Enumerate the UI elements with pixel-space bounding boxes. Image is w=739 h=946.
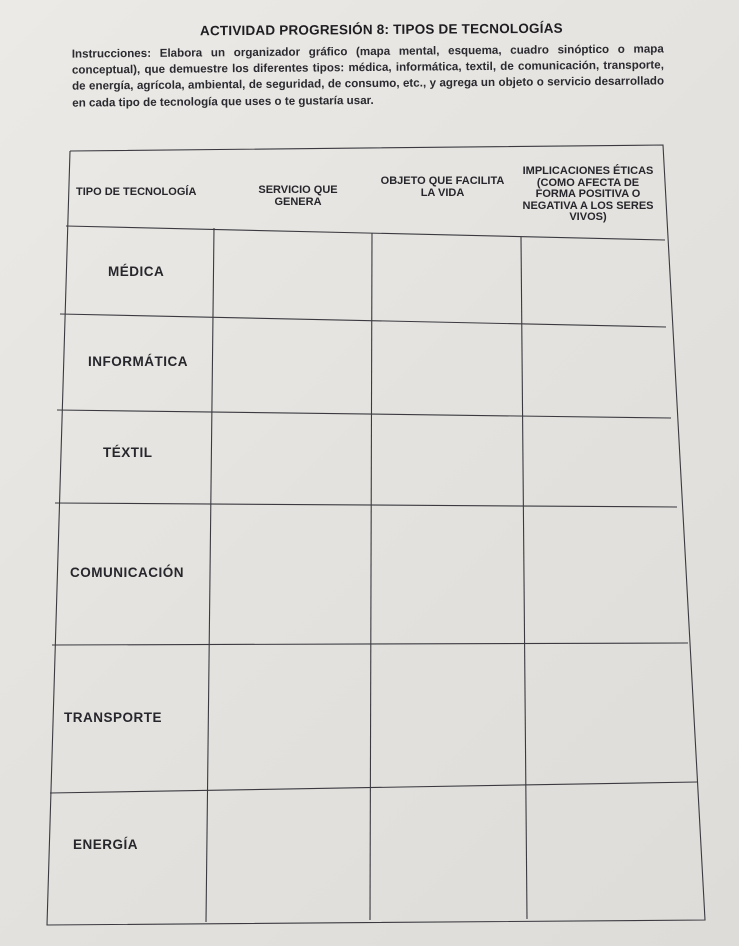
- page-title: ACTIVIDAD PROGRESIÓN 8: TIPOS DE TECNOLOGÍAS: [199, 20, 563, 39]
- instructions-text: Instrucciones: Elabora un organizador gráfico (mapa mental, esquema, cuadro sinóptico o mapa conceptual), que demuestre los diferentes tipos: médica, informática, textil, de comunicación, transporte, de energía, agrícola, ambiental, de seguridad, de consumo, etc., y agrega un objeto o servicio desarrollado en cada tipo de tecnología que uses o te gustaría usar.: [71, 42, 665, 110]
- column-divider: [206, 228, 214, 922]
- header-implicaciones: IMPLICACIONES ÉTICAS (COMO AFECTA DE FORMA POSITIVA O NEGATIVA A LOS SERES VIVOS): [522, 165, 654, 223]
- row-label-medica: MÉDICA: [108, 264, 165, 279]
- header-objeto: OBJETO QUE FACILITA LA VIDA: [380, 175, 505, 199]
- row-label-textil: TÉXTIL: [103, 445, 153, 460]
- header-divider: [66, 226, 665, 240]
- row-divider: [60, 314, 666, 327]
- header-tipo: TIPO DE TECNOLOGÍA: [76, 186, 197, 198]
- header-servicio: SERVICIO QUE GENERA: [258, 184, 338, 208]
- row-label-transporte: TRANSPORTE: [64, 710, 163, 725]
- table-border: [47, 145, 705, 925]
- row-label-comunicacion: COMUNICACIÓN: [70, 565, 184, 580]
- row-label-energia: ENERGÍA: [73, 837, 139, 852]
- row-label-informatica: INFORMÁTICA: [88, 354, 188, 369]
